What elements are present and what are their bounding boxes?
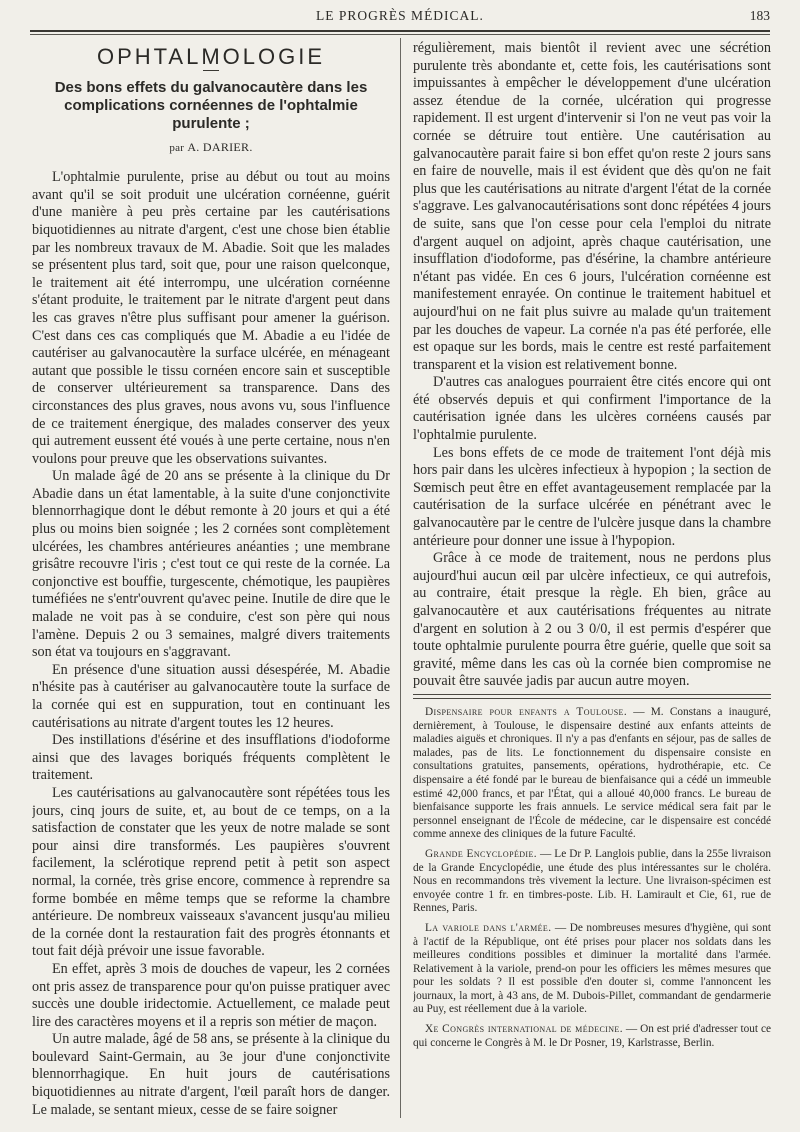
article-paragraph: En présence d'une situation aussi désespérée, M. Abadie n'hésite pas à cautériser au galvanocautère toute la surface de la cornée qui est en suppuration, tout en continuant les cautérisations au nitrate d'argent toutes les 12 heures. bbox=[32, 661, 390, 731]
section-separator bbox=[203, 70, 219, 71]
article-paragraph: Les bons effets de ce mode de traitement l'ont déjà mis hors pair dans les ulcères infectieux à hypopion ; la section de Sœmisch peut être en effet avantageusement remplacée par la cautérisation de la surface ulcérée en pénétrant avec le galvanocautère par le centre de l'ulcère jusque dans la chambre antérieure pour donner une issue à l'hypopion. bbox=[413, 444, 771, 549]
byline-prefix: par bbox=[169, 141, 185, 154]
page-header bbox=[30, 6, 770, 28]
news-item-lead: Xe Congrès international de médecine. bbox=[425, 1023, 623, 1036]
news-column bbox=[413, 706, 771, 1086]
column-divider bbox=[400, 38, 401, 1118]
page-number: 183 bbox=[749, 8, 770, 23]
news-item bbox=[413, 1023, 771, 1050]
article-paragraph-continued: régulièrement, mais bientôt il revient avec une sécrétion purulente très abondante et, cette fois, les cautérisations sont impuissantes à empêcher le développement d'une ulcération assez étendue de la cornée, ulcération qui progresse rapidement. Il est urgent d'intervenir si l'on ne veut pas voir la cornée se détruire tout entière. Une cautérisation au galvanocautère parait faire si bon effet qu'on reste 2 jours sans en faire de nouvelle, mais il est évident que dès qu'on ne fait plus que les cautérisations au nitrate d'argent l'état de la cornée s'aggrave. Les galvanocautérisations sont donc répétées 4 jours de suite, sans que l'on cesse pour cela l'emploi du nitrate d'argent auquel on adjoint, après chaque cautérisation, une insufflation d'iodoforme, pas d'ésérine, la chambre antérieure n'étant pas vidée. En ces 6 jours, l'ulcération cornéenne est manifestement enrayée. On continue le traitement habituel et aujourd'hui on ne fait plus suivre au malade qu'un traitement par les douches de vapeur. La cornée n'a pas été perforée, elle est opaque sur les bords, mais le centre est resté parfaitement transparent et la vision est relativement bonne. bbox=[413, 40, 771, 373]
byline-author: A. DARIER. bbox=[187, 139, 253, 154]
news-item-text: — De nombreuses mesures d'hygiène, qui sont à l'actif de la République, ont été prises pour placer nos soldats dans les meilleures conditions possibles et diminuer la mortalité dans l'armée. Relativement à la variole, prend-on pour les officiers les mêmes mesures que pour les soldats ? Il est possible d'en douter si, comme l'annoncent les journaux, la mort, à 43 ans, de M. Dubois-Pillet, commandant de gendarmerie au Puy, est réellement due à la variole. bbox=[413, 921, 771, 1016]
news-separator-rule-thin bbox=[413, 698, 771, 699]
article-paragraph: Un malade âgé de 20 ans se présente à la clinique du Dr Abadie dans un état lamentable, à la suite d'une conjonctivite blennorrhagique dont le début remonte à 20 jours et qui a été plus ou moins bien soignée ; les 2 cornées sont complètement ulcérées, les chambres antérieures anéanties ; une membrane grisâtre recouvre l'iris ; c'est tout ce qui reste de la cornée. La conjonctive est bouffie, turgescente, chémotique, les paupières tuméfiées ne s'entr'ouvrent qu'avec peine. Inutile de dire que le malade ne voit pas à se conduire, c'est son père qui nous l'amène. Depuis 2 ou 3 semaines, malgré divers traitements son état va toujours en s'aggravant. bbox=[32, 468, 390, 661]
article-paragraph: En effet, après 3 mois de douches de vapeur, les 2 cornées ont pris assez de transparence pour qu'on puisse pratiquer avec succès une double iridectomie. Actuellement, ce malade peut lire des caractères moyens et il a repris son métier de maçon. bbox=[32, 960, 390, 1030]
right-column bbox=[413, 40, 771, 700]
byline bbox=[32, 139, 390, 158]
header-rule-thin bbox=[30, 34, 770, 35]
news-item bbox=[413, 706, 771, 842]
news-item-lead: Dispensaire pour enfants a Toulouse. bbox=[425, 706, 628, 718]
news-item-text: — M. Constans a inauguré, dernièrement, à Toulouse, le dispensaire destiné aux enfants atteints de maladies aiguës et chroniques. Il n'y a pas d'enfants en séjour, pas de salles de malades, pas de lits. Le fonctionnement du dispensaire consiste en consultations gratuites, pansements, opérations, hydrothérapie, etc. Ce dispensaire a été fondé par le bureau de bienfaisance qui a cédé un immeuble estimé 42,000 francs, et par l'État, qui a alloué 40,000 francs. Le bureau de bienfaisance supporte les frais annuels. Le service médical sera fait par le personnel enseignant de l'École de médecine, car le dispensaire est concédé comme annexe des cliniques de la future Faculté. bbox=[413, 706, 771, 841]
article-paragraph: Grâce à ce mode de traitement, nous ne perdons plus aujourd'hui aucun œil par ulcère infectieux, ce qui autrefois, au contraire, était presque la règle. Eh bien, grâce au galvanocautère et aux cautérisations fréquentes au nitrate d'argent en solution à 2 ou 3 0/0, il est permis d'espérer que toute ophtalmie purulente pourra être guérie, quelle que soit sa gravité, même dans les cas où la cornée bien compromise ne pouvait être sauvée jadis par aucun autre moyen. bbox=[413, 550, 771, 690]
section-title: OPHTALMOLOGIE bbox=[96, 44, 326, 69]
left-column bbox=[32, 40, 390, 1125]
article-paragraph: D'autres cas analogues pourraient être cités encore qui ont été observés depuis et qui confirment l'importance de la cautérisation ignée dans les ulcères cornéens causés par l'ophtalmie purulente. bbox=[413, 374, 771, 444]
news-item-text: — Le Dr P. Langlois publie, dans la 255e livraison de la Grande Encyclopédie, une étude des plus intéressantes sur le choléra. Nous en recommandons très vivement la lecture. Une livraison-spécimen est envoyée contre 1 fr. en timbres-poste. Lib. H. Lamirault et Cie, 61, rue de Rennes, Paris. bbox=[413, 847, 771, 915]
article-paragraph: Des instillations d'ésérine et des insufflations d'iodoforme ainsi que des lavages boriqués fréquents complètent le traitement. bbox=[32, 732, 390, 784]
article-title: Des bons effets du galvanocautère dans les complications cornéennes de l'ophtalmie purulente ; bbox=[54, 78, 368, 132]
article-paragraph: Les cautérisations au galvanocautère sont répétées tous les jours, cinq jours de suite, et, au bout de ce temps, on a la satisfaction de constater que les yeux de notre malade se sont pour ainsi dire transformés. Les paupières s'ouvrent facilement, la sclérotique reprend petit à petit son aspect normal, la cornée, très grise encore, commence à reprendre sa forme bombée en même temps que se reforme la chambre antérieure. De nombreux vaisseaux s'avancent jusqu'au milieu de la cornée dont la restauration fait des progrès étonnants et tout fait déjà prévoir une issue favorable. bbox=[32, 784, 390, 960]
running-head: LE PROGRÈS MÉDICAL. bbox=[316, 8, 484, 23]
news-item bbox=[413, 922, 771, 1017]
header-rule bbox=[30, 30, 770, 32]
news-item-lead: Grande Encyclopédie. bbox=[425, 847, 537, 860]
article-paragraph: L'ophtalmie purulente, prise au début ou tout au moins avant qu'il se soit produit une ulcération cornéenne, guérit d'une manière à peu près certaine par les cautérisations biquotidiennes au nitrate d'argent, c'est une chose bien établie par les nombreux travaux de M. Abadie. Soit que les malades se présentent plus tard, soit que, pour une raison quelconque, le traitement ait été interrompu, une ulcération cornéenne s'étant produite, le traitement par le nitrate d'argent peut dans les cas graves n'être plus suffisant pour amener la guérison. C'est dans ces cas compliqués que M. Abadie a eu l'idée de cautériser au galvanocautère la surface ulcérée, en ménageant autant que possible le tissu cornéen encore sain et susceptible de conserver ultérieurement sa transparence. Dans des circonstances des plus graves, nous avons vu, sous l'influence de ce traitement énergique, des malades conserver des yeux qui autrement eussent été voués à une perte certaine, nous n'en voulons pour preuve que les observations suivantes. bbox=[32, 169, 390, 467]
news-item bbox=[413, 848, 771, 916]
news-separator-rule bbox=[413, 694, 771, 695]
news-item-text: — On est prié d'adresser tout ce qui concerne le Congrès à M. le Dr Posner, 19, Karlstrasse, Berlin. bbox=[413, 1023, 771, 1049]
article-paragraph: Un autre malade, âgé de 58 ans, se présente à la clinique du boulevard Saint-Germain, au 3e jour d'une conjonctivite blennorrhagique. En huit jours de cautérisations biquotidiennes au nitrate d'argent, l'œil paraît hors de danger. Le malade, se sentant mieux, cesse de se faire soigner bbox=[32, 1031, 390, 1118]
news-item-lead: La variole dans l'armée. bbox=[425, 921, 552, 934]
